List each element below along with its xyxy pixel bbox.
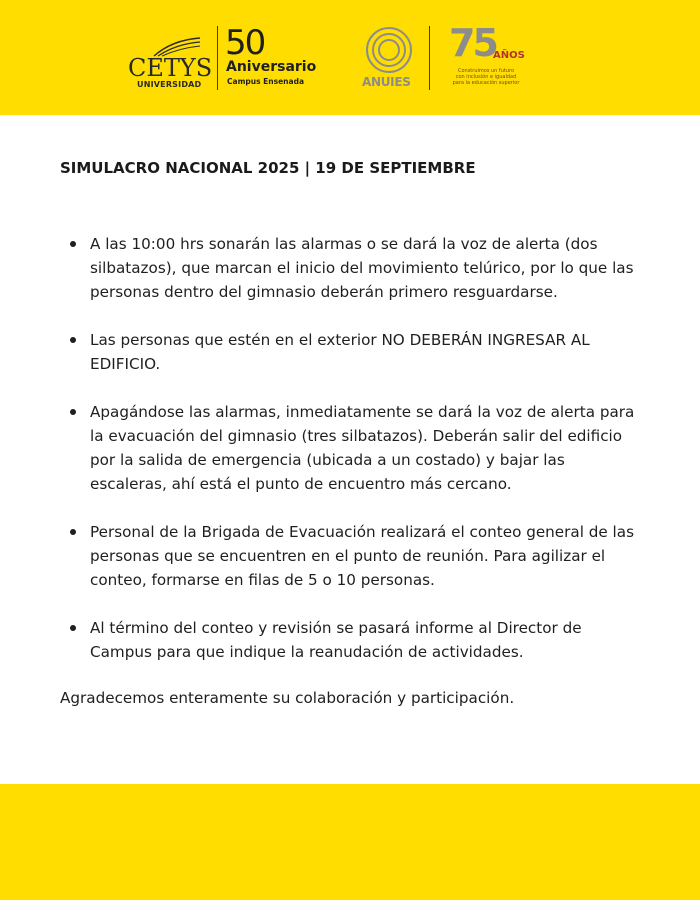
slogan-line: para la educación superior xyxy=(452,80,520,86)
list-item xyxy=(60,616,640,664)
logo-divider xyxy=(429,26,430,90)
cetys-universidad-label: UNIVERSIDAD xyxy=(137,80,202,89)
footer-band xyxy=(0,784,700,900)
bullet-icon xyxy=(70,529,76,535)
bullet-icon xyxy=(70,337,76,343)
instruction-list xyxy=(60,232,640,688)
anuies-75-label: AÑOS xyxy=(493,50,525,61)
list-item-text: Apagándose las alarmas, inmediatamente se dará la voz de alerta para la evacuación del gimnasio (tres silbatazos). Deberán salir del edificio por la salida de emergencia (ubicada a un costado) y bajar las escaleras, ahí está el punto de encuentro más cercano. xyxy=(90,403,635,493)
cetys-logo xyxy=(128,36,212,92)
anuies-wordmark: ANUIES xyxy=(362,75,411,89)
bullet-icon xyxy=(70,241,76,247)
cetys-wordmark: CETYS xyxy=(128,54,213,82)
list-item-text: Al término del conteo y revisión se pasará informe al Director de Campus para que indique la reanudación de actividades. xyxy=(90,619,582,661)
logo-divider xyxy=(217,26,218,90)
aniversario-50-logo xyxy=(225,24,335,92)
list-item-text: Personal de la Brigada de Evacuación realizará el conteo general de las personas que se encuentren en el punto de reunión. Para agilizar el conteo, formarse en filas de 5 o 10 personas. xyxy=(90,523,634,589)
anuies-75-logo xyxy=(445,22,527,94)
bullet-icon xyxy=(70,625,76,631)
list-item-text: A las 10:00 hrs sonarán las alarmas o se dará la voz de alerta (dos silbatazos), que marcan el inicio del movimiento telúrico, por lo que las personas dentro del gimnasio deberán primero resguardarse. xyxy=(90,235,634,301)
bullet-icon xyxy=(70,409,76,415)
list-item-text: Las personas que estén en el exterior NO DEBERÁN INGRESAR AL EDIFICIO. xyxy=(90,331,590,373)
header-band xyxy=(0,0,700,115)
slogan-line: Construimos un futuro xyxy=(457,68,514,74)
list-item xyxy=(60,232,640,304)
anuies-75-number: 75 xyxy=(449,21,496,65)
list-item xyxy=(60,328,640,376)
aniversario-campus: Campus Ensenada xyxy=(227,77,305,86)
slogan-line: con inclusión e igualdad xyxy=(455,74,517,80)
aniversario-title: Aniversario xyxy=(226,59,317,75)
aniversario-number: 50 xyxy=(225,23,265,63)
page-title: SIMULACRO NACIONAL 2025 | 19 DE SEPTIEMBRE xyxy=(60,159,476,177)
list-item xyxy=(60,400,640,496)
closing-text: Agradecemos enteramente su colaboración y participación. xyxy=(60,689,515,707)
anuies-75-slogan xyxy=(445,68,527,86)
list-item xyxy=(60,520,640,592)
anuies-rings-icon xyxy=(364,26,414,74)
anuies-logo xyxy=(360,26,418,92)
